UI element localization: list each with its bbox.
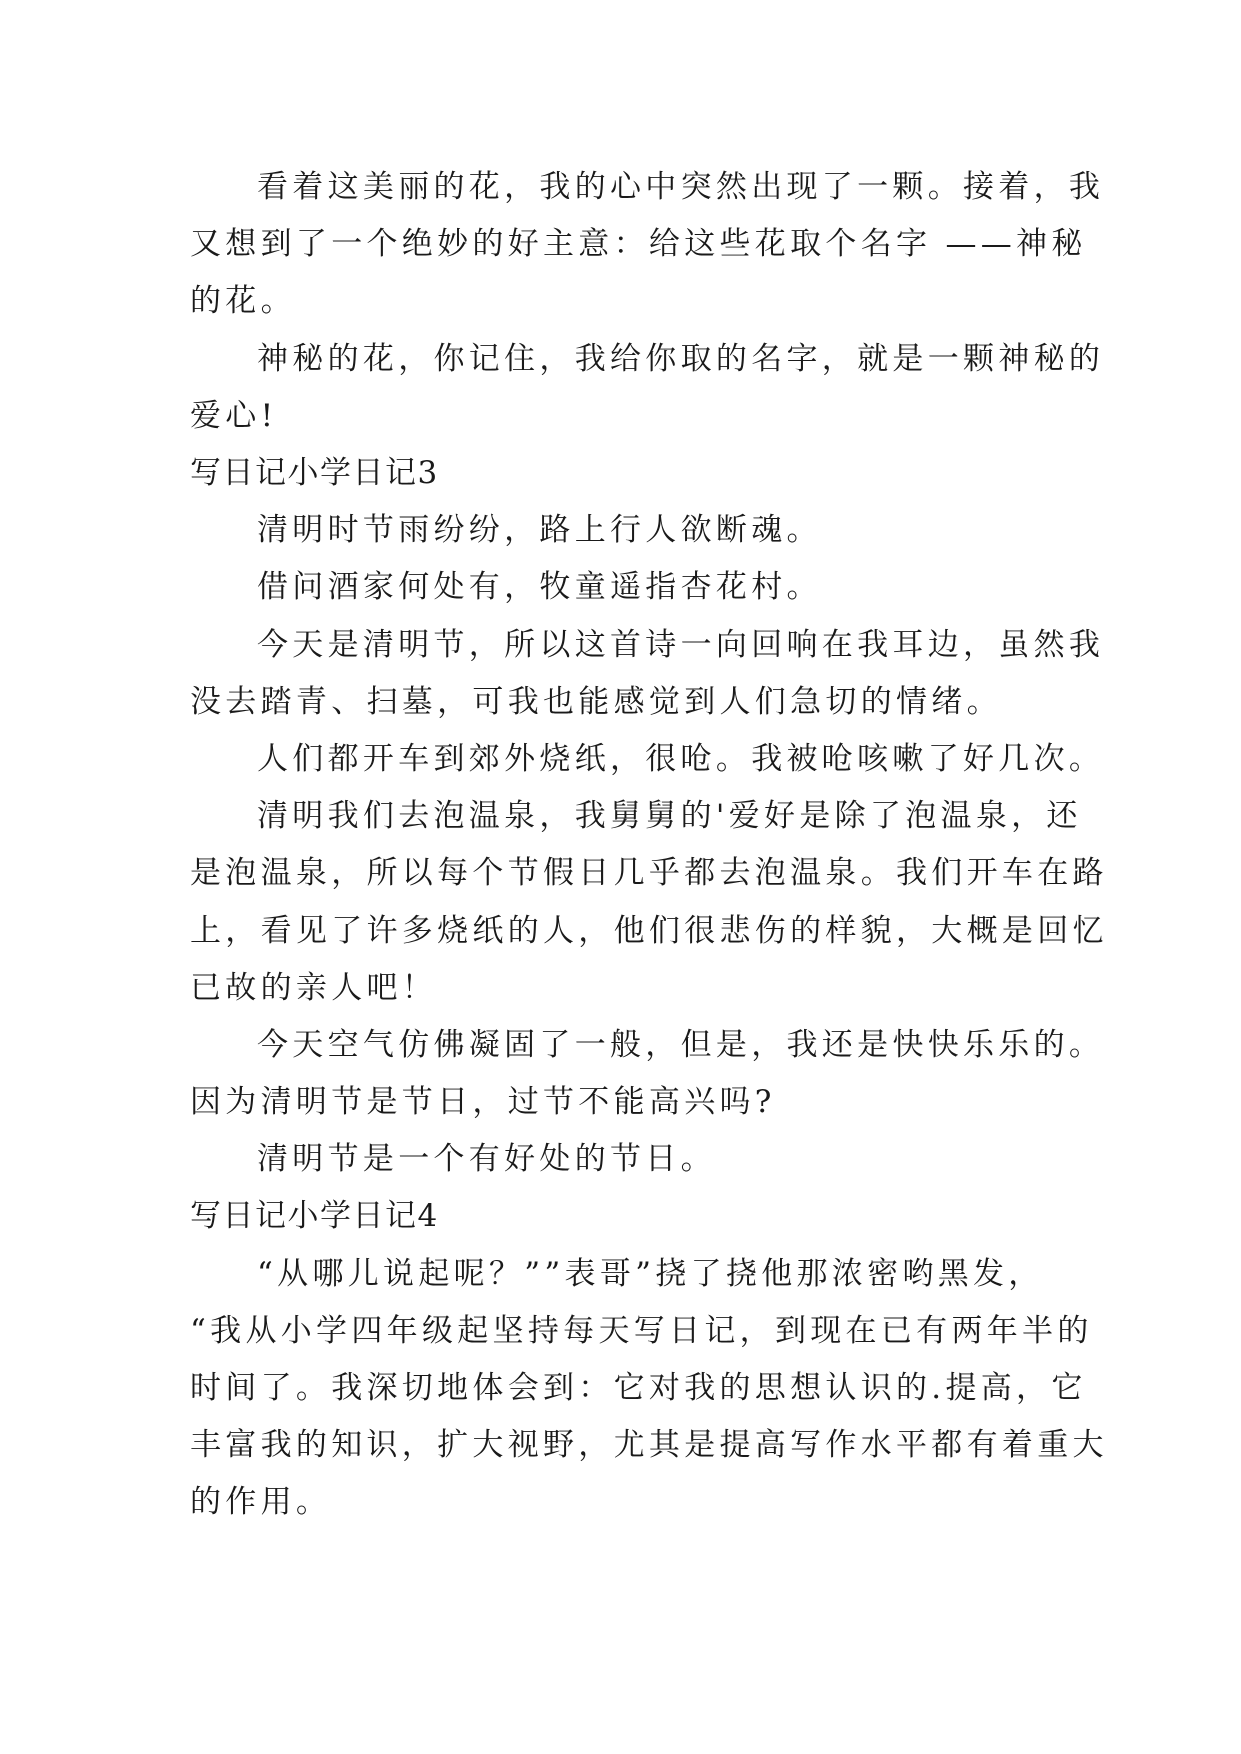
paragraph-line: 因为清明节是节日，过节不能高兴吗?	[190, 1084, 776, 1120]
paragraph-line: “我从小学四年级起坚持每天写日记，到现在已有两年半的	[190, 1313, 1093, 1349]
section-heading: 写日记小学日记3	[190, 455, 439, 491]
paragraph-line: 今天空气仿佛凝固了一般，但是，我还是快快乐乐的。	[257, 1027, 1105, 1063]
paragraph-line: 清明时节雨纷纷，路上行人欲断魂。	[257, 512, 822, 548]
paragraph-line: 没去踏青、扫墓，可我也能感觉到人们急切的情绪。	[190, 684, 1002, 720]
paragraph-line: 的花。	[190, 283, 296, 319]
paragraph-line: 今天是清明节，所以这首诗一向回响在我耳边，虽然我	[257, 627, 1105, 663]
paragraph-line: 丰富我的知识，扩大视野，尤其是提高写作水平都有着重大	[190, 1427, 1108, 1463]
paragraph-line: 的作用。	[190, 1484, 332, 1520]
paragraph-line: 清明我们去泡温泉，我舅舅的'爱好是除了泡温泉，还	[257, 798, 1082, 834]
section-heading: 写日记小学日记4	[190, 1198, 439, 1234]
paragraph-line: 清明节是一个有好处的节日。	[257, 1141, 716, 1177]
paragraph-line: 上，看见了许多烧纸的人，他们很悲伤的样貌，大概是回忆	[190, 913, 1108, 949]
paragraph-line: 时间了。我深切地体会到：它对我的思想认识的.提高，它	[190, 1370, 1087, 1406]
paragraph-line: 又想到了一个绝妙的好主意：给这些花取个名字 ——神秘	[190, 226, 1087, 262]
paragraph-line: 借问酒家何处有，牧童遥指杏花村。	[257, 569, 822, 605]
paragraph-line: 神秘的花，你记住，我给你取的名字，就是一颗神秘的	[257, 341, 1105, 377]
paragraph-line: 看着这美丽的花，我的心中突然出现了一颗。接着，我	[257, 169, 1105, 205]
paragraph-line: “从哪儿说起呢？””表哥”挠了挠他那浓密哟黑发，	[257, 1256, 1044, 1292]
paragraph-line: 爱心!	[190, 398, 278, 434]
paragraph-line: 人们都开车到郊外烧纸，很呛。我被呛咳嗽了好几次。	[257, 741, 1105, 777]
paragraph-line: 是泡温泉，所以每个节假日几乎都去泡温泉。我们开车在路	[190, 855, 1108, 891]
paragraph-line: 已故的亲人吧！	[190, 970, 438, 1006]
